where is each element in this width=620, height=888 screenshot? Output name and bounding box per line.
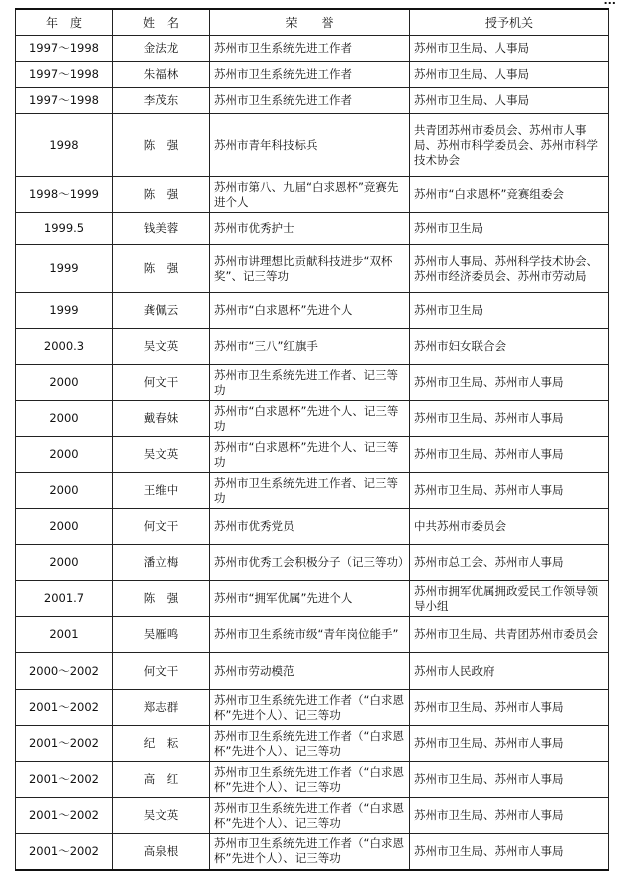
cell-org: 苏州市卫生局、人事局 — [410, 62, 609, 88]
cell-year: 1998～1999 — [16, 177, 113, 213]
cell-honor: 苏州市优秀工会积极分子（记三等功） — [210, 545, 410, 581]
page-corner-mark: ... — [603, 0, 616, 7]
cell-name: 高 红 — [113, 762, 210, 798]
cell-org: 苏州市卫生局、苏州市人事局 — [410, 437, 609, 473]
cell-org: 苏州市卫生局、苏州市人事局 — [410, 401, 609, 437]
cell-honor: 苏州市卫生系统先进工作者 — [210, 88, 410, 114]
table-row — [16, 690, 609, 726]
cell-year: 2000 — [16, 473, 113, 509]
table-row — [16, 762, 609, 798]
cell-honor: 苏州市优秀护士 — [210, 213, 410, 245]
cell-year: 1999 — [16, 245, 113, 293]
cell-org: 苏州市卫生局 — [410, 293, 609, 329]
header-name: 姓 名 — [113, 9, 210, 36]
table-row — [16, 726, 609, 762]
table-header — [16, 9, 609, 36]
cell-org: 苏州市卫生局、人事局 — [410, 88, 609, 114]
table-row — [16, 653, 609, 690]
cell-name: 吴文英 — [113, 437, 210, 473]
cell-org: 中共苏州市委员会 — [410, 509, 609, 545]
cell-org: 苏州市总工会、苏州市人事局 — [410, 545, 609, 581]
cell-year: 2000 — [16, 401, 113, 437]
cell-name: 何文干 — [113, 509, 210, 545]
cell-name: 何文干 — [113, 365, 210, 401]
cell-year: 2001 — [16, 617, 113, 653]
cell-name: 陈 强 — [113, 581, 210, 617]
table-row — [16, 365, 609, 401]
cell-org: 苏州市卫生局、苏州市人事局 — [410, 473, 609, 509]
cell-name: 金法龙 — [113, 36, 210, 62]
table-row — [16, 509, 609, 545]
table-row — [16, 114, 609, 177]
cell-year: 2000～2002 — [16, 653, 113, 690]
cell-honor: 苏州市讲理想比贡献科技进步“双杯奖”、记三等功 — [210, 245, 410, 293]
cell-year: 2001.7 — [16, 581, 113, 617]
table-row — [16, 798, 609, 834]
cell-year: 2000 — [16, 437, 113, 473]
cell-year: 2001～2002 — [16, 762, 113, 798]
cell-year: 1999.5 — [16, 213, 113, 245]
cell-honor: 苏州市卫生系统先进工作者、记三等功 — [210, 365, 410, 401]
cell-name: 朱福林 — [113, 62, 210, 88]
cell-org: 苏州市“白求恩杯”竞赛组委会 — [410, 177, 609, 213]
cell-honor: 苏州市卫生系统先进工作者（“白求恩杯”先进个人）、记三等功 — [210, 726, 410, 762]
cell-name: 陈 强 — [113, 114, 210, 177]
cell-honor: 苏州市“白求恩杯”先进个人 — [210, 293, 410, 329]
cell-org: 苏州市卫生局、苏州市人事局 — [410, 690, 609, 726]
cell-name: 吴文英 — [113, 798, 210, 834]
cell-org: 苏州市妇女联合会 — [410, 329, 609, 365]
cell-name: 纪 耘 — [113, 726, 210, 762]
table-row — [16, 62, 609, 88]
cell-honor: 苏州市卫生系统先进工作者（“白求恩杯”先进个人）、记三等功 — [210, 798, 410, 834]
cell-honor: 苏州市卫生系统市级“青年岗位能手” — [210, 617, 410, 653]
cell-honor: 苏州市“拥军优属”先进个人 — [210, 581, 410, 617]
cell-org: 苏州市卫生局 — [410, 213, 609, 245]
cell-year: 2001～2002 — [16, 726, 113, 762]
cell-year: 2001～2002 — [16, 834, 113, 870]
table-row — [16, 245, 609, 293]
cell-honor: 苏州市卫生系统先进工作者（“白求恩杯”先进个人）、记三等功 — [210, 690, 410, 726]
cell-year: 1997～1998 — [16, 36, 113, 62]
table-row — [16, 834, 609, 870]
cell-org: 苏州市拥军优属拥政爱民工作领导领导小组 — [410, 581, 609, 617]
cell-name: 李茂东 — [113, 88, 210, 114]
cell-honor: 苏州市“白求恩杯”先进个人、记三等功 — [210, 401, 410, 437]
header-year: 年 度 — [16, 9, 113, 36]
cell-year: 2000 — [16, 545, 113, 581]
cell-org: 苏州市卫生局、苏州市人事局 — [410, 834, 609, 870]
cell-year: 2001～2002 — [16, 798, 113, 834]
cell-name: 潘立梅 — [113, 545, 210, 581]
cell-name: 陈 强 — [113, 177, 210, 213]
cell-honor: 苏州市卫生系统先进工作者 — [210, 36, 410, 62]
cell-org: 共青团苏州市委员会、苏州市人事局、苏州市科学委员会、苏州市科学技术协会 — [410, 114, 609, 177]
cell-honor: 苏州市劳动模范 — [210, 653, 410, 690]
awards-table — [15, 8, 609, 871]
cell-name: 陈 强 — [113, 245, 210, 293]
cell-year: 2000 — [16, 365, 113, 401]
cell-name: 何文干 — [113, 653, 210, 690]
table-row — [16, 473, 609, 509]
table-row — [16, 293, 609, 329]
cell-org: 苏州市卫生局、苏州市人事局 — [410, 762, 609, 798]
table-row — [16, 329, 609, 365]
cell-org: 苏州市卫生局、苏州市人事局 — [410, 726, 609, 762]
cell-year: 1997～1998 — [16, 88, 113, 114]
cell-org: 苏州市人民政府 — [410, 653, 609, 690]
cell-honor: 苏州市卫生系统先进工作者（“白求恩杯”先进个人）、记三等功 — [210, 762, 410, 798]
cell-name: 吴文英 — [113, 329, 210, 365]
table-row — [16, 36, 609, 62]
cell-year: 2000 — [16, 509, 113, 545]
table-row — [16, 617, 609, 653]
cell-honor: 苏州市“白求恩杯”先进个人、记三等功 — [210, 437, 410, 473]
table-row — [16, 213, 609, 245]
table-row — [16, 88, 609, 114]
cell-org: 苏州市卫生局、人事局 — [410, 36, 609, 62]
cell-year: 1998 — [16, 114, 113, 177]
cell-org: 苏州市卫生局、苏州市人事局 — [410, 365, 609, 401]
table-row — [16, 581, 609, 617]
header-row — [16, 9, 609, 36]
cell-honor: 苏州市卫生系统先进工作者 — [210, 62, 410, 88]
cell-org: 苏州市卫生局、苏州市人事局 — [410, 798, 609, 834]
header-org: 授予机关 — [410, 9, 609, 36]
cell-honor: 苏州市“三八”红旗手 — [210, 329, 410, 365]
cell-name: 龚佩云 — [113, 293, 210, 329]
cell-name: 钱美蓉 — [113, 213, 210, 245]
cell-honor: 苏州市优秀党员 — [210, 509, 410, 545]
cell-year: 2000.3 — [16, 329, 113, 365]
cell-name: 戴春妹 — [113, 401, 210, 437]
cell-name: 王维中 — [113, 473, 210, 509]
table-row — [16, 545, 609, 581]
table-row — [16, 401, 609, 437]
cell-honor: 苏州市卫生系统先进工作者（“白求恩杯”先进个人）、记三等功 — [210, 834, 410, 870]
cell-honor: 苏州市青年科技标兵 — [210, 114, 410, 177]
table-body — [16, 36, 609, 870]
cell-name: 高泉根 — [113, 834, 210, 870]
header-honor: 荣 誉 — [210, 9, 410, 36]
cell-name: 吴雁鸣 — [113, 617, 210, 653]
cell-name: 郑志群 — [113, 690, 210, 726]
table-row — [16, 437, 609, 473]
cell-year: 1999 — [16, 293, 113, 329]
cell-org: 苏州市人事局、苏州科学技术协会、苏州市经济委员会、苏州市劳动局 — [410, 245, 609, 293]
table-row — [16, 177, 609, 213]
cell-honor: 苏州市卫生系统先进工作者、记三等功 — [210, 473, 410, 509]
cell-org: 苏州市卫生局、共青团苏州市委员会 — [410, 617, 609, 653]
cell-honor: 苏州市第八、九届“白求恩杯”竞赛先进个人 — [210, 177, 410, 213]
cell-year: 2001～2002 — [16, 690, 113, 726]
cell-year: 1997～1998 — [16, 62, 113, 88]
